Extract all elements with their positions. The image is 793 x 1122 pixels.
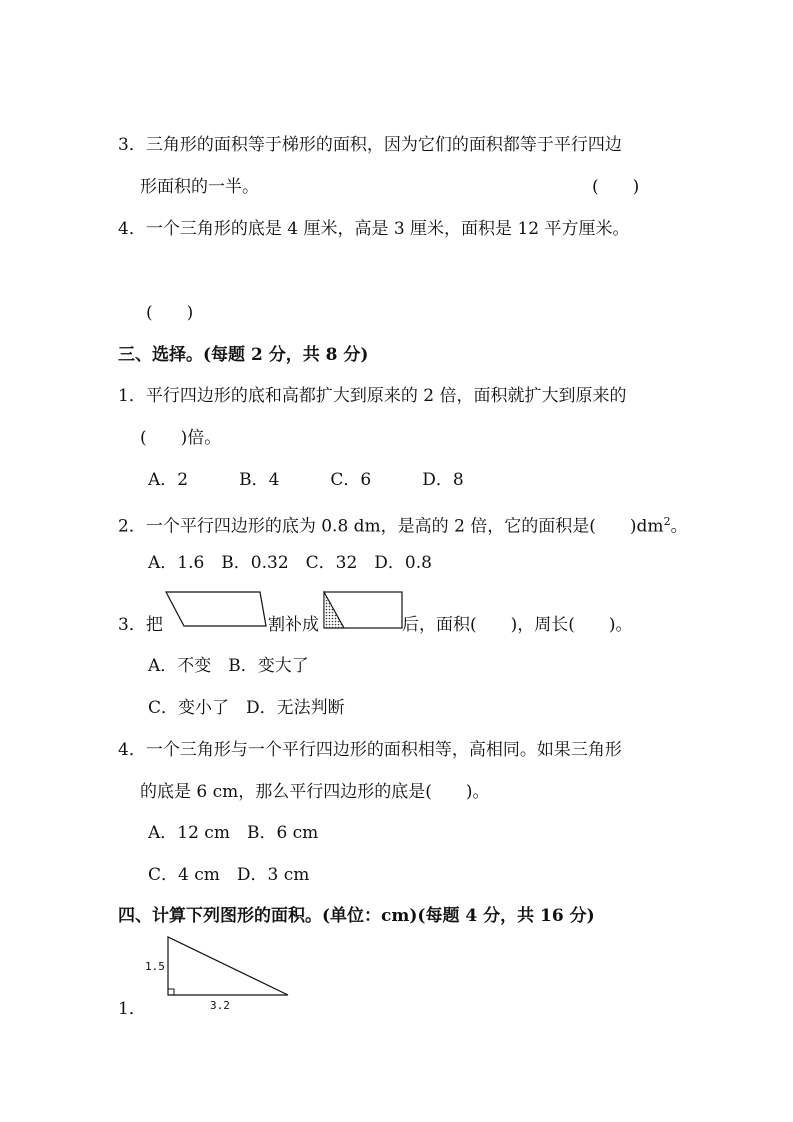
mc-q1-line2: ( )倍。: [140, 428, 222, 448]
q3-judge-answer-blank[interactable]: ( ): [592, 177, 640, 197]
mc-q2-text: 2．一个平行四边形的底为 0.8 dm，是高的 2 倍，它的面积是( )dm: [118, 516, 664, 537]
mc-q3-middle: 割补成: [268, 615, 319, 635]
q4-judge-answer-blank[interactable]: ( ): [146, 303, 194, 323]
calc-q1-number: 1．: [118, 999, 146, 1019]
mc-q4-line2: 的底是 6 cm，那么平行四边形的底是( )。: [140, 782, 490, 802]
mc-q3-options2[interactable]: C．变小了 D．无法判断: [148, 698, 345, 718]
mc-q1-options[interactable]: A．2 B．4 C．6 D．8: [148, 470, 464, 490]
q3-judge-line1: 3．三角形的面积等于梯形的面积，因为它们的面积都等于平行四边: [118, 135, 622, 155]
section-4-heading: 四、计算下列图形的面积。(单位：cm)(每题 4 分，共 16 分): [118, 906, 595, 926]
mc-q2-options[interactable]: A．1.6 B．0.32 C．32 D．0.8: [148, 553, 432, 573]
parallelogram-figure: [160, 590, 270, 630]
right-triangle-figure: [160, 933, 300, 1013]
mc-q4-options2[interactable]: C．4 cm D．3 cm: [148, 865, 310, 885]
mc-q2-end: 。: [670, 516, 688, 537]
mc-q1-line1: 1．平行四边形的底和高都扩大到原来的 2 倍，面积就扩大到原来的: [118, 386, 627, 406]
triangle-height-label: 1.5: [145, 960, 165, 973]
mc-q4-line1: 4．一个三角形与一个平行四边形的面积相等，高相同。如果三角形: [118, 740, 622, 760]
q3-judge-line2: 形面积的一半。: [140, 177, 259, 197]
mc-q4-options1[interactable]: A．12 cm B．6 cm: [148, 823, 319, 843]
mc-q2-superscript: 2: [663, 515, 671, 528]
mc-q2-line: [118, 511, 688, 538]
rectangle-figure: [322, 590, 406, 632]
section-3-heading: 三、选择。(每题 2 分，共 8 分): [118, 345, 369, 365]
mc-q3-prefix: 3．把: [118, 615, 163, 635]
q4-judge-line1: 4．一个三角形的底是 4 厘米，高是 3 厘米，面积是 12 平方厘米。: [118, 219, 630, 239]
triangle-base-label: 3.2: [210, 999, 230, 1012]
mc-q3-options1[interactable]: A．不变 B．变大了: [148, 656, 309, 676]
mc-q3-suffix: 后，面积( )，周长( )。: [402, 615, 633, 635]
